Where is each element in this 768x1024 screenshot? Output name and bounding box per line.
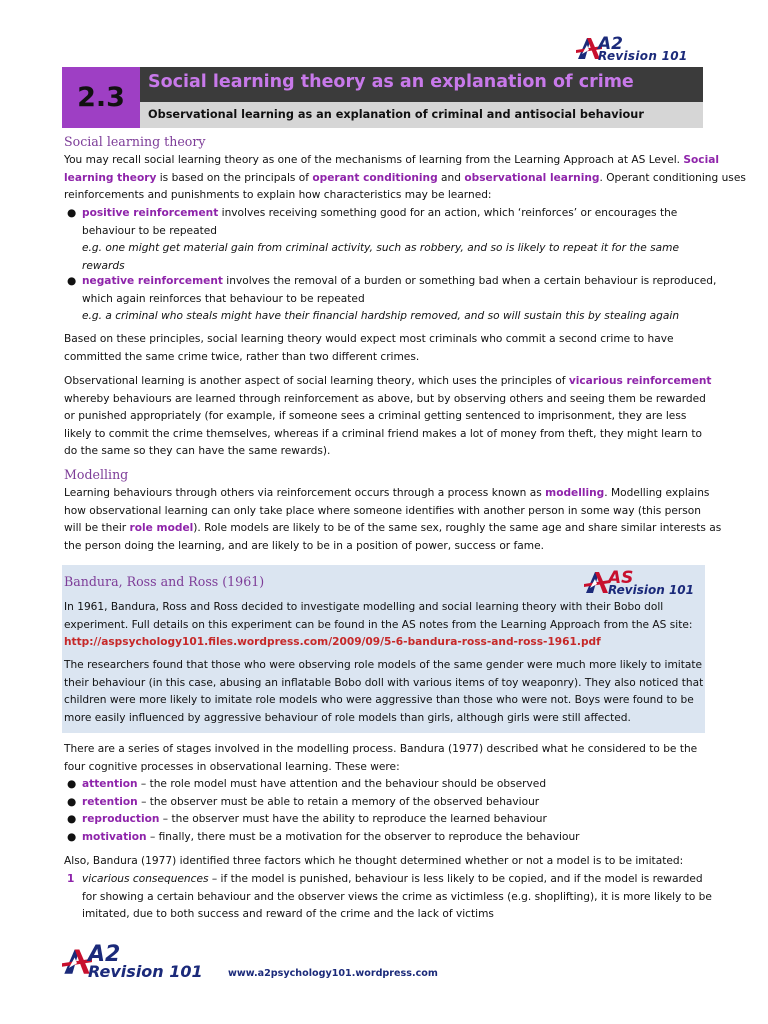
logo-text-big: AS bbox=[608, 568, 634, 588]
a2-revision-logo-top bbox=[576, 36, 726, 66]
text: The researchers found that those who were observing role models of the same gender were much more likely to imitate bbox=[64, 659, 703, 671]
text: involves receiving something good for an action, which ‘reinforces’ or encourages the bbox=[218, 207, 678, 219]
keyword: learning theory bbox=[64, 171, 157, 184]
text: imitated, due to both success and reward of the crime and the lack of victims bbox=[82, 908, 494, 921]
text: experiment. Full details on this experiment can be found in the AS notes from the Learning Approach from the AS site: bbox=[64, 618, 693, 631]
keyword: observational learning bbox=[464, 171, 600, 184]
text: how observational learning can only take place where someone identifies with another person in some way (this person bbox=[64, 504, 701, 517]
text: Observational learning is another aspect of social learning theory, which uses the principles of bbox=[64, 375, 569, 387]
section-heading-bandura: Bandura, Ross and Ross (1961) bbox=[64, 574, 265, 589]
text: their behaviour (in this case, abusing an inflatable Bobo doll with various items of toy weaponry). They also noticed that bbox=[64, 676, 704, 689]
text: for showing a certain behaviour and the observer views the crime as victimless (e.g. shoplifting), it is more likely to be bbox=[82, 890, 712, 903]
text: Learning behaviours through others via reinforcement occurs through a process known as bbox=[64, 487, 546, 499]
footer-url-link[interactable]: www.a2psychology101.wordpress.com bbox=[228, 968, 438, 979]
modelling-paragraph bbox=[64, 485, 722, 555]
stages-intro bbox=[64, 741, 706, 776]
as-revision-logo bbox=[584, 570, 714, 600]
text: – if the model is punished, behaviour is less likely to be copied, and if the model is rewarded bbox=[208, 873, 703, 885]
section-heading-modelling: Modelling bbox=[64, 467, 129, 482]
keyword: reproduction bbox=[82, 813, 160, 825]
example-text: rewards bbox=[82, 259, 125, 272]
bandura-paragraph-1 bbox=[64, 599, 706, 652]
bullet-dot-icon: ● bbox=[67, 796, 77, 808]
keyword: vicarious reinforcement bbox=[568, 375, 712, 387]
text: will be their bbox=[64, 522, 130, 535]
text: do the same so they can have the same rewards). bbox=[64, 445, 331, 458]
text: whereby behaviours are learned through reinforcement as above, but by observing others and seeing them be rewarded bbox=[64, 392, 706, 405]
bullet-dot-icon: ● bbox=[67, 207, 77, 219]
text: more easily influenced by aggressive behaviour of role models than girls, although girls were still affected. bbox=[64, 711, 631, 724]
text: reinforcements and punishments to explain how characteristics may be learned: bbox=[64, 189, 492, 202]
list-number: 1 bbox=[67, 873, 75, 885]
example-text: e.g. one might get material gain from criminal activity, such as robbery, and so is likely to repeat it for the same bbox=[82, 242, 679, 255]
keyword: Social bbox=[683, 154, 719, 166]
bullet-dot-icon: ● bbox=[67, 778, 77, 790]
bullet-dot-icon: ● bbox=[67, 831, 77, 843]
text: likely to commit the crime themselves, whereas if a criminal friend makes a lot of money from theft, they might learn to bbox=[64, 427, 702, 440]
text: – the observer must be able to retain a memory of the observed behaviour bbox=[137, 796, 540, 808]
bandura-link[interactable]: http://aspsychology101.files.wordpress.com/2009/09/5-6-bandura-ross-and-ross-1961.pdf bbox=[64, 636, 601, 649]
text: and bbox=[437, 171, 465, 184]
logo-text-big: A2 bbox=[88, 942, 121, 967]
page-title: Social learning theory as an explanation of crime bbox=[140, 67, 703, 102]
text: which again reinforces that behaviour to be repeated bbox=[82, 292, 365, 305]
keyword: motivation bbox=[82, 831, 147, 843]
text: In 1961, Bandura, Ross and Ross decided to investigate modelling and social learning theory with their Bobo doll bbox=[64, 601, 664, 613]
text: – the role model must have attention and the behaviour should be observed bbox=[137, 778, 547, 790]
logo-text-big: A2 bbox=[598, 34, 623, 54]
a2-revision-logo-footer bbox=[62, 942, 232, 982]
keyword: operant conditioning bbox=[312, 171, 438, 184]
keyword: role model bbox=[129, 522, 194, 535]
text: ). Role models are likely to be of the same sex, roughly the same age and share similar interests as bbox=[193, 522, 722, 535]
text: involves the removal of a burden or something bad when a certain behaviour is reproduced, bbox=[222, 275, 717, 287]
logo-text-sub: Revision 101 bbox=[598, 49, 688, 63]
text: four cognitive processes in observational learning. These were: bbox=[64, 760, 400, 773]
keyword: retention bbox=[82, 796, 138, 808]
logo-text-sub: Revision 101 bbox=[88, 962, 203, 981]
slt-paragraph-3 bbox=[64, 373, 712, 461]
text: the person doing the learning, and are likely to be in a position of power, success or fame. bbox=[64, 539, 544, 552]
slt-paragraph-2 bbox=[64, 331, 706, 366]
as-logo-mark-icon bbox=[584, 570, 610, 594]
text: There are a series of stages involved in the modelling process. Bandura (1977) described what he considered to be the bbox=[64, 743, 698, 755]
text: committed the same crime twice, rather than two different crimes. bbox=[64, 350, 420, 363]
section-heading-slt: Social learning theory bbox=[64, 134, 206, 149]
text: Based on these principles, social learning theory would expect most criminals who commit a second crime to have bbox=[64, 333, 674, 345]
text: . Operant conditioning uses bbox=[599, 171, 746, 184]
slt-paragraph-1 bbox=[64, 152, 746, 205]
text: behaviour to be repeated bbox=[82, 224, 217, 237]
text: children were more likely to imitate role models who were aggressive than those who were not. Boys were found to be bbox=[64, 694, 694, 707]
text: You may recall social learning theory as one of the mechanisms of learning from the Learning Approach at AS Level. bbox=[64, 154, 684, 166]
text: or punished appropriately (for example, if someone sees a criminal getting sentenced to imprisonment, they are less bbox=[64, 410, 687, 423]
bandura-paragraph-2 bbox=[64, 657, 706, 727]
keyword-italic: vicarious consequences bbox=[82, 873, 209, 885]
keyword: negative reinforcement bbox=[82, 275, 223, 287]
keyword: attention bbox=[82, 778, 138, 790]
text: – the observer must have the ability to reproduce the learned behaviour bbox=[159, 813, 547, 825]
keyword: positive reinforcement bbox=[82, 207, 219, 219]
text: – finally, there must be a motivation for the observer to reproduce the behaviour bbox=[146, 831, 580, 843]
section-number: 2.3 bbox=[62, 67, 140, 128]
factors-intro: Also, Bandura (1977) identified three factors which he thought determined whether or not a model is to be imitated: bbox=[64, 855, 684, 867]
keyword: modelling bbox=[545, 487, 605, 499]
example-text: e.g. a criminal who steals might have their financial hardship removed, and so will sustain this by stealing again bbox=[82, 310, 680, 323]
text: is based on the principals of bbox=[156, 171, 313, 184]
text: . Modelling explains bbox=[604, 487, 710, 499]
page-subtitle: Observational learning as an explanation of criminal and antisocial behaviour bbox=[140, 102, 703, 128]
logo-text-sub: Revision 101 bbox=[608, 583, 694, 597]
bullet-dot-icon: ● bbox=[67, 275, 77, 287]
bullet-dot-icon: ● bbox=[67, 813, 77, 825]
